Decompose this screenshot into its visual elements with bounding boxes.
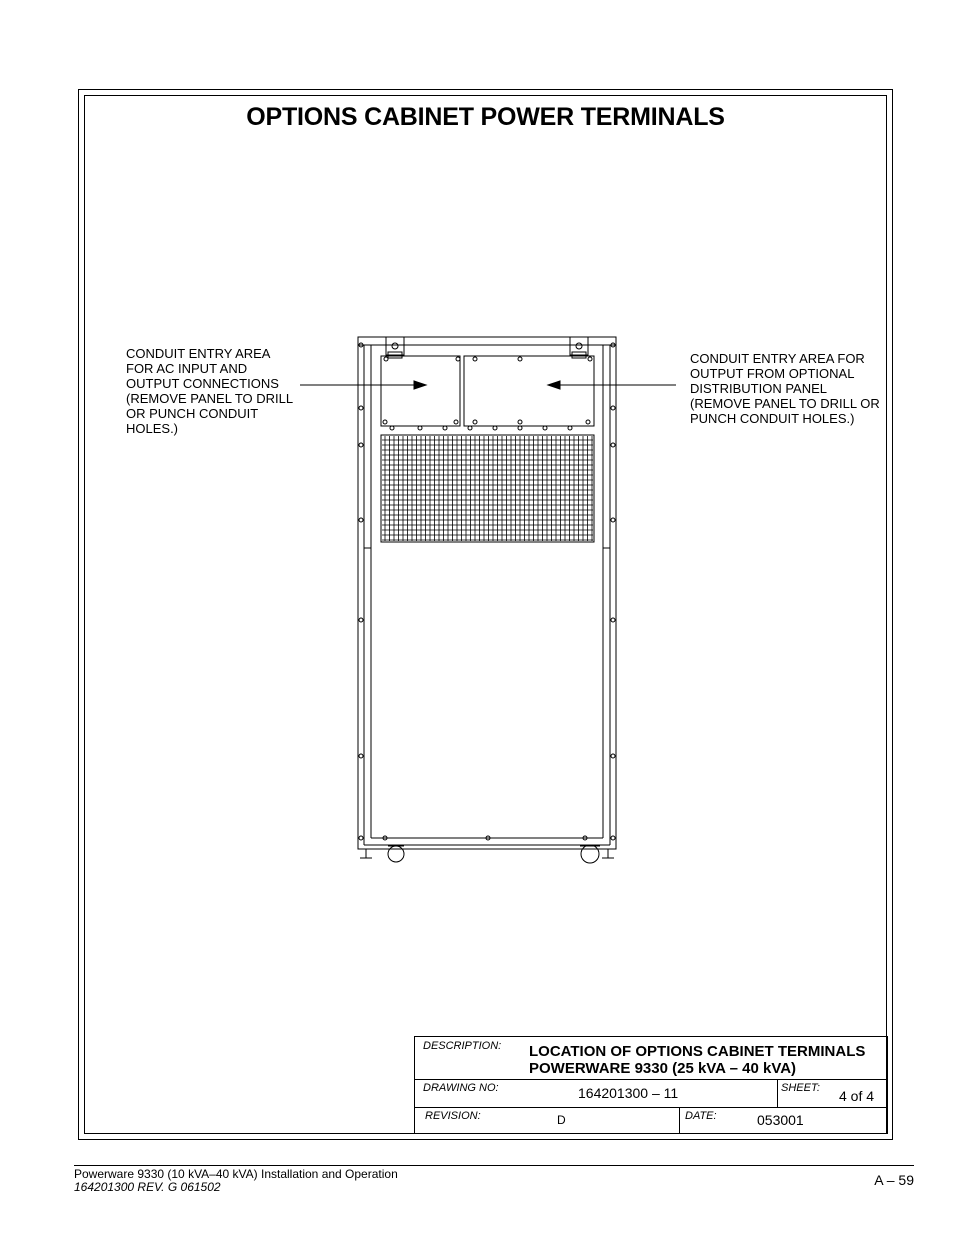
conduit-panel-ac-input xyxy=(381,356,460,426)
revision-value: D xyxy=(557,1113,566,1127)
screw xyxy=(518,426,522,430)
lifting-bracket-right xyxy=(570,337,588,358)
document-reference: 164201300 REV. G 061502 xyxy=(74,1180,221,1194)
sheet-number: 4 of 4 xyxy=(839,1088,875,1104)
right-arrowhead xyxy=(548,381,560,389)
screw xyxy=(493,426,497,430)
manual-title: Powerware 9330 (10 kVA–40 kVA) Installation and Operation xyxy=(74,1167,398,1181)
screw xyxy=(518,420,522,424)
screw xyxy=(611,406,615,410)
left-arrowhead xyxy=(414,381,426,389)
conduit-panel-distribution xyxy=(464,356,594,426)
screw xyxy=(586,420,590,424)
date-value: 053001 xyxy=(757,1112,804,1128)
screw xyxy=(418,426,422,430)
page-number: A – 59 xyxy=(874,1172,914,1188)
drawing-description: LOCATION OF OPTIONS CABINET TERMINALS POWERWARE 9330 (25 kVA – 40 kVA) xyxy=(529,1043,866,1077)
callout-ac-input-conduit: CONDUIT ENTRY AREA FOR AC INPUT AND OUTPUT CONNECTIONS (REMOVE PANEL TO DRILL OR PUNCH CONDUIT HOLES.) xyxy=(126,346,294,436)
grille-lines xyxy=(382,436,593,541)
screw xyxy=(588,357,592,361)
description-label: DESCRIPTION: xyxy=(423,1040,502,1052)
screw xyxy=(384,357,388,361)
screw xyxy=(443,426,447,430)
screw xyxy=(611,836,615,840)
ventilation-grille xyxy=(381,435,594,542)
leveling-foot-right xyxy=(602,849,614,858)
footer-left xyxy=(74,1168,398,1194)
sheet-label: SHEET: xyxy=(781,1082,820,1094)
screw xyxy=(568,426,572,430)
title-block-revision-row xyxy=(415,1107,887,1134)
footer-rule xyxy=(74,1165,914,1166)
divider xyxy=(679,1107,680,1134)
leveling-foot-left xyxy=(360,849,372,858)
screw xyxy=(611,618,615,622)
screw xyxy=(468,426,472,430)
title-block-drawing-row xyxy=(415,1079,887,1108)
caster-right xyxy=(580,845,600,863)
revision-label: REVISION: xyxy=(425,1110,481,1122)
lifting-bracket-left xyxy=(386,337,404,358)
screw xyxy=(390,426,394,430)
screw xyxy=(383,420,387,424)
screw xyxy=(473,420,477,424)
title-block xyxy=(414,1036,888,1134)
screw xyxy=(359,836,363,840)
screw xyxy=(473,357,477,361)
callout-distribution-conduit: CONDUIT ENTRY AREA FOR OUTPUT FROM OPTIONAL DISTRIBUTION PANEL (REMOVE PANEL TO DRILL OR PUNCH CONDUIT HOLES.) xyxy=(690,351,880,426)
screw xyxy=(359,443,363,447)
screw xyxy=(456,357,460,361)
page-title: OPTIONS CABINET POWER TERMINALS xyxy=(246,103,725,131)
screw xyxy=(611,754,615,758)
screw xyxy=(359,406,363,410)
screw xyxy=(359,518,363,522)
screw xyxy=(359,618,363,622)
drawing-number: 164201300 – 11 xyxy=(578,1085,679,1101)
cabinet-outline xyxy=(358,337,616,849)
screw xyxy=(543,426,547,430)
screw xyxy=(518,357,522,361)
screw xyxy=(359,754,363,758)
screw xyxy=(611,443,615,447)
divider xyxy=(777,1079,778,1107)
caster-left xyxy=(388,846,404,862)
screw xyxy=(611,518,615,522)
screw xyxy=(454,420,458,424)
fastener-screws xyxy=(359,343,615,840)
drawing-no-label: DRAWING NO: xyxy=(423,1082,499,1094)
date-label: DATE: xyxy=(685,1110,717,1122)
title-block-description-row xyxy=(415,1037,887,1080)
